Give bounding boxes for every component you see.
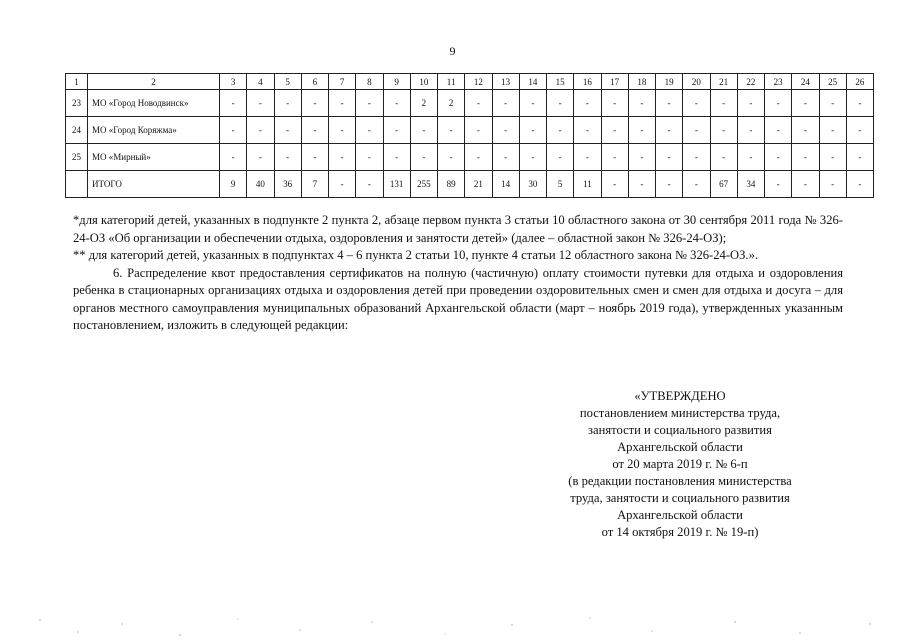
column-number-cell: 7 [329, 74, 356, 90]
approval-line: (в редакции постановления министерства [568, 474, 792, 488]
quota-value-cell: - [819, 90, 846, 117]
quota-value-cell: - [301, 90, 328, 117]
approval-line: от 20 марта 2019 г. № 6-п [612, 457, 748, 471]
column-number-cell: 10 [410, 74, 437, 90]
column-number-cell: 8 [356, 74, 383, 90]
footnote-double-star: ** для категорий детей, указанных в подпунктах 4 – 6 пункта 2 статьи 10, пункте 4 статьи 12 областного закона № 326-24-ОЗ.». [73, 248, 759, 262]
quota-value-cell: - [220, 144, 247, 171]
quota-value-cell: - [574, 90, 601, 117]
quota-value-cell: - [547, 144, 574, 171]
quota-value-cell: - [301, 144, 328, 171]
quota-value-cell: - [329, 90, 356, 117]
quota-value-cell: - [628, 171, 655, 198]
quota-value-cell: - [547, 90, 574, 117]
quota-value-cell: - [819, 117, 846, 144]
quota-value-cell: 30 [519, 171, 546, 198]
quota-value-cell: - [410, 117, 437, 144]
quota-value-cell: - [710, 90, 737, 117]
column-number-cell: 9 [383, 74, 410, 90]
quota-value-cell: - [465, 144, 492, 171]
quota-value-cell: - [220, 90, 247, 117]
paragraph-6: 6. Распределение квот предоставления сертификатов на полную (частичную) оплату стоимости путевки для отдыха и оздоровления ребенка в стационарных организациях отдыха и оздоровления детей при проведении оздоровительных смен и смен для отдыха и досуга – для органов местного самоуправления муниципальных образований Архангельской области (март – ноябрь 2019 года), утвержденных указанным постановлением, изложить в следующей редакции: [73, 265, 843, 332]
table-row [66, 171, 874, 198]
column-number-cell: 6 [301, 74, 328, 90]
quota-value-cell: 14 [492, 171, 519, 198]
quota-value-cell: - [656, 144, 683, 171]
column-number-cell: 4 [247, 74, 274, 90]
approval-line: Архангельской области [617, 440, 743, 454]
footnote-single-star: *для категорий детей, указанных в подпункте 2 пункта 2, абзаце первом пункта 3 статьи 10 областного закона от 30 сентября 2011 года № 326-24-ОЗ «Об организации и обеспечении отдыха, оздоровления и занятости детей» (далее – областной закон № 326-24-ОЗ); [73, 213, 843, 245]
row-number-cell: 23 [66, 90, 88, 117]
quota-value-cell: - [601, 171, 628, 198]
quota-value-cell: 67 [710, 171, 737, 198]
quota-value-cell: - [383, 144, 410, 171]
quota-value-cell: - [492, 90, 519, 117]
footnotes-block [73, 212, 843, 335]
quota-value-cell: - [356, 117, 383, 144]
quota-value-cell: - [846, 144, 873, 171]
quota-value-cell: 9 [220, 171, 247, 198]
quota-value-cell: - [356, 171, 383, 198]
quota-value-cell: - [356, 144, 383, 171]
quota-value-cell: 11 [574, 171, 601, 198]
quota-value-cell: - [628, 90, 655, 117]
municipality-name-cell: МО «Мирный» [88, 144, 220, 171]
quota-value-cell: - [710, 144, 737, 171]
quota-value-cell: - [683, 171, 710, 198]
quota-value-cell: 2 [410, 90, 437, 117]
quota-value-cell: - [601, 90, 628, 117]
column-number-cell: 25 [819, 74, 846, 90]
column-number-cell: 20 [683, 74, 710, 90]
quota-value-cell: - [601, 117, 628, 144]
quota-value-cell: - [519, 144, 546, 171]
municipality-name-cell: ИТОГО [88, 171, 220, 198]
quota-value-cell: - [765, 144, 792, 171]
quota-value-cell: 2 [438, 90, 465, 117]
quota-value-cell: - [438, 144, 465, 171]
quota-value-cell: - [683, 144, 710, 171]
column-number-cell: 15 [547, 74, 574, 90]
quota-value-cell: 21 [465, 171, 492, 198]
quota-table [65, 73, 874, 198]
quota-value-cell: - [710, 117, 737, 144]
quota-value-cell: - [819, 171, 846, 198]
quota-value-cell: - [519, 117, 546, 144]
approval-line: труда, занятости и социального развития [570, 491, 790, 505]
table-header-row [66, 74, 874, 90]
column-number-cell: 13 [492, 74, 519, 90]
quota-value-cell: - [792, 90, 819, 117]
quota-value-cell: - [383, 90, 410, 117]
quota-value-cell: - [846, 117, 873, 144]
quota-value-cell: - [765, 117, 792, 144]
row-number-cell: 25 [66, 144, 88, 171]
column-number-cell: 5 [274, 74, 301, 90]
quota-value-cell: - [574, 117, 601, 144]
quota-value-cell: - [737, 117, 764, 144]
quota-value-cell: - [220, 117, 247, 144]
quota-value-cell: - [792, 144, 819, 171]
row-number-cell [66, 171, 88, 198]
page-number: 9 [449, 44, 456, 58]
approval-line: Архангельской области [617, 508, 743, 522]
quota-value-cell: - [792, 171, 819, 198]
column-number-cell: 23 [765, 74, 792, 90]
scan-noise [0, 610, 905, 640]
quota-value-cell: - [792, 117, 819, 144]
quota-value-cell: - [574, 144, 601, 171]
quota-value-cell: - [656, 117, 683, 144]
column-number-cell: 24 [792, 74, 819, 90]
approval-stamp-block [520, 388, 840, 541]
column-number-cell: 2 [88, 74, 220, 90]
column-number-cell: 12 [465, 74, 492, 90]
column-number-cell: 11 [438, 74, 465, 90]
quota-value-cell: - [274, 144, 301, 171]
column-number-cell: 26 [846, 74, 873, 90]
quota-value-cell: - [737, 90, 764, 117]
approval-line: «УТВЕРЖДЕНО [634, 389, 726, 403]
approval-line: постановлением министерства труда, [579, 406, 781, 420]
quota-value-cell: 7 [301, 171, 328, 198]
quota-value-cell: - [383, 117, 410, 144]
quota-value-cell: - [683, 117, 710, 144]
quota-value-cell: - [247, 144, 274, 171]
quota-value-cell: - [628, 144, 655, 171]
quota-value-cell: - [819, 144, 846, 171]
column-number-cell: 16 [574, 74, 601, 90]
quota-value-cell: 5 [547, 171, 574, 198]
quota-value-cell: - [656, 90, 683, 117]
column-number-cell: 3 [220, 74, 247, 90]
table-row [66, 144, 874, 171]
quota-value-cell: 36 [274, 171, 301, 198]
table-row [66, 90, 874, 117]
quota-value-cell: - [846, 171, 873, 198]
row-number-cell: 24 [66, 117, 88, 144]
municipality-name-cell: МО «Город Коряжма» [88, 117, 220, 144]
quota-value-cell: 34 [737, 171, 764, 198]
quota-value-cell: - [765, 171, 792, 198]
quota-value-cell: - [356, 90, 383, 117]
quota-value-cell: - [438, 117, 465, 144]
column-number-cell: 1 [66, 74, 88, 90]
column-number-cell: 19 [656, 74, 683, 90]
quota-value-cell: - [329, 144, 356, 171]
quota-value-cell: 255 [410, 171, 437, 198]
quota-value-cell: 89 [438, 171, 465, 198]
quota-value-cell: - [492, 144, 519, 171]
quota-value-cell: - [683, 90, 710, 117]
quota-value-cell: - [765, 90, 792, 117]
quota-value-cell: 40 [247, 171, 274, 198]
quota-value-cell: - [274, 117, 301, 144]
quota-value-cell: - [656, 171, 683, 198]
column-number-cell: 17 [601, 74, 628, 90]
quota-value-cell: - [247, 117, 274, 144]
quota-value-cell: - [547, 117, 574, 144]
quota-value-cell: - [846, 90, 873, 117]
quota-value-cell: - [329, 117, 356, 144]
quota-value-cell: - [410, 144, 437, 171]
quota-value-cell: - [301, 117, 328, 144]
column-number-cell: 18 [628, 74, 655, 90]
column-number-cell: 22 [737, 74, 764, 90]
quota-value-cell: - [465, 90, 492, 117]
quota-value-cell: - [247, 90, 274, 117]
quota-value-cell: - [492, 117, 519, 144]
quota-value-cell: - [329, 171, 356, 198]
column-number-cell: 14 [519, 74, 546, 90]
table-row [66, 117, 874, 144]
quota-value-cell: - [601, 144, 628, 171]
quota-value-cell: - [465, 117, 492, 144]
column-number-cell: 21 [710, 74, 737, 90]
approval-line: от 14 октября 2019 г. № 19-п) [601, 525, 759, 539]
quota-value-cell: 131 [383, 171, 410, 198]
approval-line: занятости и социального развития [588, 423, 772, 437]
municipality-name-cell: МО «Город Новодвинск» [88, 90, 220, 117]
quota-value-cell: - [274, 90, 301, 117]
quota-value-cell: - [628, 117, 655, 144]
quota-value-cell: - [737, 144, 764, 171]
quota-value-cell: - [519, 90, 546, 117]
